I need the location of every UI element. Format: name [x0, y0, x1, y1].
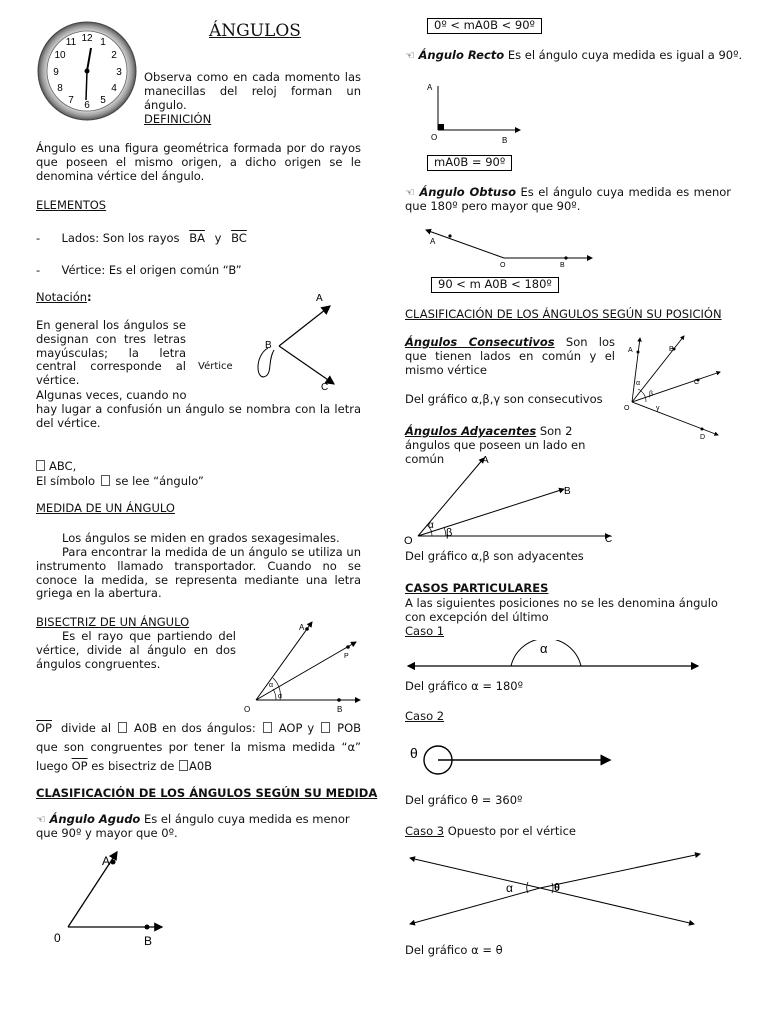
- obtuso-range: 90 < m A0B < 180º: [438, 277, 552, 291]
- label-a: A: [102, 854, 111, 868]
- op-alpha: α: [347, 740, 356, 754]
- hand-pointer-icon: ☜: [405, 186, 415, 199]
- label-o: O: [431, 133, 438, 142]
- alpha-label: α: [540, 641, 548, 656]
- angle-symbol: [118, 722, 127, 733]
- label-a: A: [628, 347, 633, 354]
- label-a: A: [482, 455, 489, 466]
- medida-heading: MEDIDA DE UN ÁNGULO: [36, 501, 175, 515]
- label-a: A: [316, 293, 323, 304]
- label-d: D: [700, 434, 706, 441]
- caso1-caption: Del gráfico α = 180º: [405, 679, 524, 693]
- caso2-caption: Del gráfico θ = 360º: [405, 793, 523, 807]
- casos-text: A las siguientes posiciones no se les denomina ángulo con excepción del último: [405, 596, 718, 624]
- medida-p2: Para encontrar la medida de un ángulo se utiliza un instrumento llamado transportador. Cuando no se conoce la medida, se representa mediante una letra griega en la abertura.: [36, 545, 361, 601]
- consec-title: Ángulos Consecutivos: [405, 335, 555, 349]
- label-b: B: [560, 262, 565, 269]
- ray-ba: $\overline{BA}$: [189, 231, 205, 245]
- label-b: B: [337, 705, 343, 714]
- hand-pointer-icon: ☜: [36, 813, 46, 826]
- definicion-text: Ángulo es una figura geométrica formada por do rayos que poseen el mismo origen, a dicho origen se le denomina vértice del ángulo.: [36, 141, 361, 183]
- clock-number: 9: [53, 67, 59, 78]
- agudo-title: Ángulo Agudo: [49, 812, 141, 826]
- caso3-figure: [404, 848, 704, 932]
- label-b: B: [669, 346, 674, 353]
- clock-number: 4: [111, 83, 117, 94]
- op-text-4: POB que son congruentes por tener la misma medida “: [36, 721, 362, 754]
- op-text-2: A0B en dos ángulos:: [134, 721, 256, 735]
- obtuso-text: Es el ángulo cuya medida es menor que 180º pero mayor que 90º.: [405, 185, 732, 213]
- angle-symbol: [321, 722, 330, 733]
- bisectriz-text: Es el rayo que partiendo del vértice, divide al ángulo en dos ángulos congruentes.: [36, 629, 236, 671]
- clock-number: 5: [100, 95, 106, 106]
- agudo-figure: [50, 850, 170, 950]
- alpha-label: α: [506, 881, 513, 895]
- agudo-definition: [36, 813, 366, 841]
- definicion-heading: DEFINICIÓN: [144, 112, 212, 126]
- recto-text: Es el ángulo cuya medida es igual a 90º.: [507, 48, 743, 62]
- consec-definition: [405, 336, 615, 377]
- theta-label: θ: [554, 882, 560, 894]
- bisectriz-figure: [240, 612, 364, 716]
- notacion-text-1: En general los ángulos se designan con tres letras mayúsculas; la letra central corresponde al vértice.: [36, 318, 186, 388]
- caso1-figure: [404, 640, 704, 676]
- clock-number: 11: [65, 37, 77, 48]
- label-b: B: [564, 486, 571, 497]
- agudo-range-box: [427, 18, 542, 34]
- obtuso-range-box: [431, 277, 559, 293]
- notacion-heading-text: Notación: [36, 290, 88, 304]
- hand-pointer-icon: ☜: [405, 49, 415, 62]
- label-c: C: [605, 534, 613, 545]
- label-b: B: [502, 136, 508, 145]
- label-a: A: [427, 83, 433, 92]
- vertice-label: Vértice: [198, 361, 233, 372]
- recto-eq: mA0B = 90º: [434, 155, 506, 169]
- caso3-caption: Del gráfico α = θ: [405, 943, 503, 957]
- caso2-figure: [404, 734, 616, 782]
- bullet: -: [36, 263, 41, 277]
- notacion-colon: :: [87, 290, 92, 304]
- notacion-heading: [36, 291, 92, 305]
- label-o: O: [244, 705, 251, 714]
- label-o: O: [404, 535, 413, 546]
- lados-item: [36, 232, 247, 246]
- consec-caption: Del gráfico α,β,γ son consecutivos: [405, 392, 603, 406]
- clock-number: 10: [54, 50, 66, 61]
- angle-symbol: [263, 722, 272, 733]
- recto-figure: [424, 76, 534, 148]
- op-paragraph: [36, 719, 361, 776]
- alpha-label: α: [269, 682, 274, 689]
- casos-heading: CASOS PARTICULARES: [405, 581, 549, 595]
- elementos-heading: ELEMENTOS: [36, 198, 107, 212]
- abc-text: ABC,: [49, 459, 77, 473]
- recto-title: Ángulo Recto: [418, 48, 505, 62]
- theta-label: θ: [410, 745, 418, 761]
- label-b: B: [144, 934, 153, 948]
- ray-op: $\overline{OP}$: [36, 721, 52, 735]
- angle-symbol: [36, 460, 45, 471]
- label-a: A: [430, 237, 436, 246]
- op-text-5: ” luego: [36, 740, 361, 773]
- label-o: O: [500, 262, 506, 269]
- label-a: A: [299, 623, 305, 632]
- adyac-caption: Del gráfico α,β son adyacentes: [405, 549, 584, 563]
- bisectriz-heading: BISECTRIZ DE UN ÁNGULO: [36, 615, 190, 629]
- op-text-6: es bisectriz de: [91, 759, 175, 773]
- vertice-text: Vértice: Es el origen común “B”: [61, 263, 242, 277]
- caso3-line: [405, 825, 576, 839]
- consecutivos-figure: [620, 330, 738, 445]
- ray-op: $\overline{OP}$: [71, 759, 88, 773]
- obtuso-figure: [422, 222, 602, 272]
- adyac-title: Ángulos Adyacentes: [405, 424, 537, 438]
- agudo-range: 0º < mA0B < 90º: [434, 18, 535, 32]
- obtuso-title: Ángulo Obtuso: [419, 185, 516, 199]
- caso3-label: Caso 3: [405, 824, 445, 838]
- clock-number: 12: [81, 33, 93, 44]
- caso1-label: Caso 1: [405, 624, 445, 638]
- beta-label: β: [446, 527, 453, 539]
- bullet: -: [36, 231, 41, 245]
- clock-number: 7: [68, 95, 74, 106]
- symbol-line: [36, 475, 204, 489]
- angle-abc-figure: [244, 288, 359, 398]
- angle-symbol: [101, 475, 110, 486]
- label-o: 0: [54, 931, 61, 945]
- label-p: P: [344, 653, 349, 660]
- abc-notation: [36, 460, 76, 474]
- notacion-text-2: Algunas veces, cuando no: [36, 388, 187, 402]
- clock-number: 3: [116, 67, 122, 78]
- vertice-item: [36, 264, 242, 278]
- symbol-text-1: El símbolo: [36, 474, 96, 488]
- beta-label: β: [649, 391, 654, 398]
- label-c: C: [321, 382, 329, 393]
- clock-number: 1: [100, 37, 106, 48]
- ray-bc: $\overline{BC}$: [231, 231, 247, 245]
- recto-eq-box: [427, 155, 512, 171]
- notacion-text-3: hay lugar a confusión un ángulo se nombra con la letra del vértice.: [36, 402, 361, 430]
- clasif-medida-heading: CLASIFICACIÓN DE LOS ÁNGULOS SEGÚN SU MEDIDA: [36, 786, 378, 800]
- angle-symbol: [179, 760, 188, 771]
- obtuso-definition: [405, 186, 731, 214]
- clock-illustration: [36, 20, 138, 122]
- caso2-label: Caso 2: [405, 709, 445, 723]
- label-o: O: [624, 405, 630, 412]
- recto-definition: [405, 49, 742, 63]
- op-text-7: A0B: [188, 759, 213, 773]
- alpha-label: α: [278, 693, 283, 700]
- adyac-text: Son 2 ángulos que poseen un lado en común: [405, 424, 586, 466]
- alpha-label: α: [428, 520, 434, 531]
- label-b: B: [265, 340, 272, 351]
- clock-number: 2: [111, 50, 117, 61]
- alpha-label: α: [636, 380, 641, 387]
- gamma-label: γ: [656, 405, 660, 412]
- and-word: y: [214, 231, 222, 245]
- lados-label: Lados: Son los rayos: [61, 231, 180, 245]
- op-text-1: divide al: [60, 721, 112, 735]
- clock-number: 6: [84, 100, 90, 111]
- intro-text: Observa como en cada momento las manecillas del reloj forman un ángulo.: [144, 70, 361, 112]
- label-c: C: [694, 379, 700, 386]
- consec-text: Son los que tienen lados en común y el mismo vértice: [405, 335, 615, 377]
- page-title: ÁNGULOS: [209, 21, 301, 41]
- symbol-text-2: se lee “ángulo”: [115, 474, 204, 488]
- caso3-desc: Opuesto por el vértice: [447, 824, 576, 838]
- clasif-pos-heading: CLASIFICACIÓN DE LOS ÁNGULOS SEGÚN SU POSICIÓN: [405, 307, 722, 321]
- medida-p1: Los ángulos se miden en grados sexagesimales.: [62, 531, 340, 545]
- op-text-3: AOP y: [278, 721, 315, 735]
- clock-number: 8: [57, 83, 63, 94]
- agudo-text: Es el ángulo cuya medida es menor que 90º y mayor que 0º.: [36, 812, 350, 840]
- adyacentes-figure: [404, 452, 624, 546]
